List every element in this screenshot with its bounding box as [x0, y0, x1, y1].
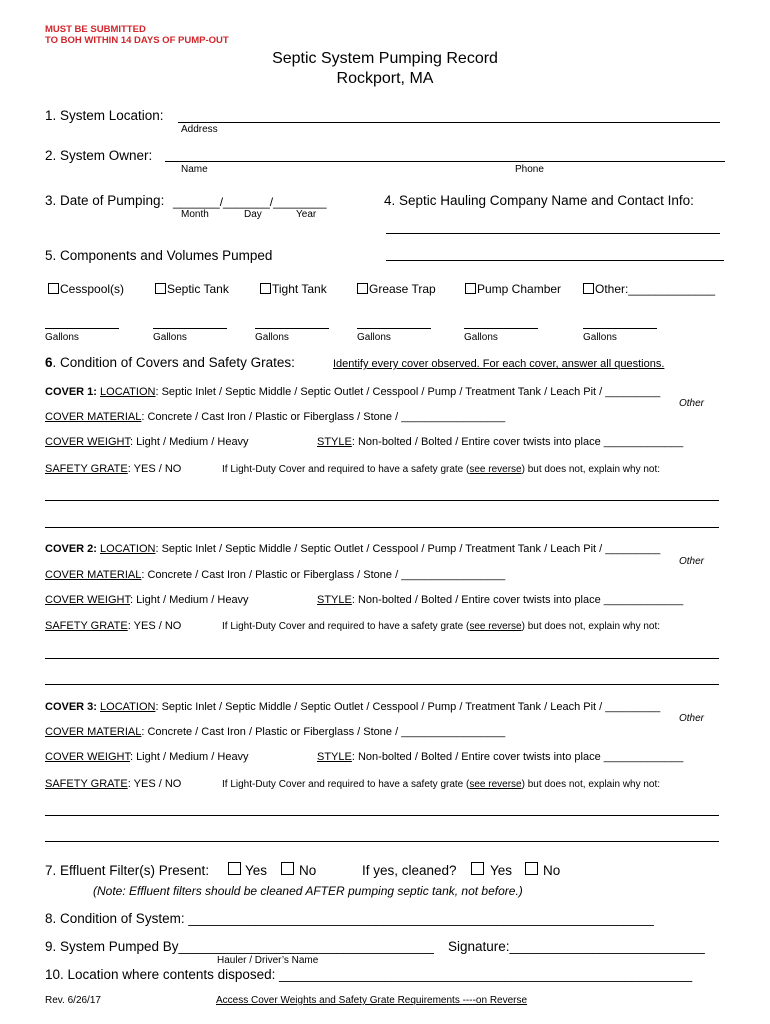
grease-trap-label: Grease Trap: [369, 282, 436, 296]
q5-label: 5. Components and Volumes Pumped: [45, 248, 273, 263]
grease-trap-checkbox[interactable]: [357, 283, 368, 294]
cover-3-style-row: [317, 751, 683, 763]
cleaned-no-label: No: [543, 863, 561, 878]
cover-3-grate-explain: [222, 779, 660, 790]
submission-notice-line1: MUST BE SUBMITTED: [45, 24, 146, 35]
filter-no-checkbox[interactable]: [281, 862, 294, 875]
material-options[interactable]: : Concrete / Cast Iron / Plastic or Fiberglass / Stone / _________________: [141, 726, 506, 738]
q6-label-text: . Condition of Covers and Safety Grates:: [52, 355, 295, 370]
q4-label: 4. Septic Hauling Company Name and Contact Info:: [384, 193, 694, 208]
cover-2-explain-line-1[interactable]: [45, 658, 719, 659]
septic-tank-gallons-field[interactable]: [153, 328, 227, 329]
cover-3-grate-row: [45, 778, 181, 790]
q9-pumped-by-field[interactable]: 9. System Pumped By__________________________________: [45, 939, 434, 954]
style-label: STYLE: [317, 594, 352, 606]
q3-day-caption: Day: [244, 209, 262, 220]
page-title: Septic System Pumping Record: [272, 50, 498, 67]
cover-2-grate-explain: [222, 621, 660, 632]
cover-1-weight-row: [45, 436, 249, 448]
page-subtitle: Rockport, MA: [336, 70, 434, 87]
see-reverse-link: see reverse: [469, 464, 522, 475]
q9-signature-field[interactable]: Signature:__________________________: [448, 939, 705, 954]
cover-1-explain-line-2[interactable]: [45, 527, 719, 528]
cover-3-explain-line-1[interactable]: [45, 815, 719, 816]
cover-2-location-row: [45, 543, 660, 555]
cover-1-explain-line-1[interactable]: [45, 500, 719, 501]
style-label: STYLE: [317, 436, 352, 448]
material-options[interactable]: : Concrete / Cast Iron / Plastic or Fiberglass / Stone / _________________: [141, 411, 506, 423]
cover-3-location-row: [45, 701, 660, 713]
q2-label: 2. System Owner:: [45, 148, 153, 163]
reverse-side-note: Access Cover Weights and Safety Grate Requirements ----on Reverse: [216, 995, 528, 1006]
grate-options[interactable]: : YES / NO: [127, 620, 182, 632]
septic-tank-label: Septic Tank: [167, 282, 229, 296]
grate-explain-text-end: ) but does not, explain why not:: [521, 464, 661, 475]
gallons-caption: Gallons: [464, 332, 498, 343]
q6-number: 6: [45, 355, 53, 370]
grate-explain-text: If Light-Duty Cover and required to have a safety grate (: [222, 621, 470, 632]
q6-label: [45, 355, 295, 370]
location-label: LOCATION: [100, 386, 156, 398]
other-caption: Other: [679, 398, 705, 409]
grate-label: SAFETY GRATE: [45, 620, 128, 632]
q4-contact-field-2[interactable]: [386, 260, 724, 261]
filter-note: (Note: Effluent filters should be cleaned AFTER pumping septic tank, not before.): [93, 884, 523, 898]
material-options[interactable]: : Concrete / Cast Iron / Plastic or Fiberglass / Stone / _________________: [141, 569, 506, 581]
q3-date-field[interactable]: _______/_______/________: [173, 195, 327, 209]
pump-chamber-checkbox[interactable]: [465, 283, 476, 294]
grate-explain-text: If Light-Duty Cover and required to have a safety grate (: [222, 464, 470, 475]
submission-notice-line2: TO BOH WITHIN 14 DAYS OF PUMP-OUT: [45, 35, 229, 46]
see-reverse-link: see reverse: [469, 621, 522, 632]
other-gallons-field[interactable]: [583, 328, 657, 329]
grate-options[interactable]: : YES / NO: [127, 778, 182, 790]
cover-3-title: COVER 3:: [45, 701, 97, 713]
cover-2-weight-row: [45, 594, 249, 606]
tight-tank-checkbox[interactable]: [260, 283, 271, 294]
style-options[interactable]: : Non-bolted / Bolted / Entire cover twists into place _____________: [351, 751, 684, 763]
location-options[interactable]: : Septic Inlet / Septic Middle / Septic Outlet / Cesspool / Pump / Treatment Tank / Leach Pit / _________: [155, 701, 661, 713]
weight-options[interactable]: : Light / Medium / Heavy: [129, 594, 249, 606]
q3-label: 3. Date of Pumping:: [45, 193, 165, 208]
q2-name-caption: Name: [181, 164, 208, 175]
cover-1-style-row: [317, 436, 683, 448]
cover-3-weight-row: [45, 751, 249, 763]
cleaned-no-checkbox[interactable]: [525, 862, 538, 875]
cleaned-label: If yes, cleaned?: [362, 863, 457, 878]
pump-chamber-gallons-field[interactable]: [464, 328, 538, 329]
q2-owner-field[interactable]: [165, 161, 725, 162]
cover-1-grate-row: [45, 463, 181, 475]
q3-month-caption: Month: [181, 209, 209, 220]
location-label: LOCATION: [100, 701, 156, 713]
style-options[interactable]: : Non-bolted / Bolted / Entire cover twists into place _____________: [351, 436, 684, 448]
grate-explain-text: If Light-Duty Cover and required to have a safety grate (: [222, 779, 470, 790]
q3-year-caption: Year: [296, 209, 317, 220]
material-label: COVER MATERIAL: [45, 411, 142, 423]
q6-instruction: Identify every cover observed. For each cover, answer all questions.: [333, 358, 665, 370]
cover-1-grate-explain: [222, 464, 660, 475]
location-options[interactable]: : Septic Inlet / Septic Middle / Septic Outlet / Cesspool / Pump / Treatment Tank / Leach Pit / _________: [155, 386, 661, 398]
q8-condition-field[interactable]: 8. Condition of System: ______________________________________________________________: [45, 911, 654, 926]
cover-2-title: COVER 2:: [45, 543, 97, 555]
location-label: LOCATION: [100, 543, 156, 555]
gallons-caption: Gallons: [357, 332, 391, 343]
other-caption: Other: [679, 556, 705, 567]
style-label: STYLE: [317, 751, 352, 763]
cleaned-yes-label: Yes: [490, 863, 513, 878]
filter-yes-label: Yes: [245, 863, 268, 878]
cover-2-style-row: [317, 594, 683, 606]
q10-disposal-field[interactable]: 10. Location where contents disposed: _______________________________________________________: [45, 967, 693, 982]
tight-tank-gallons-field[interactable]: [255, 328, 329, 329]
q7-label: 7. Effluent Filter(s) Present:: [45, 863, 210, 878]
filter-yes-checkbox[interactable]: [228, 862, 241, 875]
location-options[interactable]: : Septic Inlet / Septic Middle / Septic Outlet / Cesspool / Pump / Treatment Tank / Leach Pit / _________: [155, 543, 661, 555]
see-reverse-link: see reverse: [469, 779, 522, 790]
revision-date: Rev. 6/26/17: [45, 995, 101, 1006]
grease-trap-gallons-field[interactable]: [357, 328, 431, 329]
cover-3-material-row: [45, 726, 505, 738]
cover-1-material-row: [45, 411, 505, 423]
q4-contact-field-1[interactable]: [386, 233, 720, 234]
septic-tank-checkbox[interactable]: [155, 283, 166, 294]
cesspool-label: Cesspool(s): [60, 282, 125, 296]
other-checkbox[interactable]: [583, 283, 594, 294]
gallons-caption: Gallons: [255, 332, 289, 343]
cover-1-location-row: [45, 386, 660, 398]
cover-3-explain-line-2[interactable]: [45, 841, 719, 842]
tight-tank-label: Tight Tank: [272, 282, 327, 296]
cesspool-gallons-field[interactable]: [45, 328, 119, 329]
q9-hauler-caption: Hauler / Driver’s Name: [217, 955, 319, 966]
cover-1-title: COVER 1:: [45, 386, 97, 398]
material-label: COVER MATERIAL: [45, 726, 142, 738]
grate-explain-text-end: ) but does not, explain why not:: [521, 779, 661, 790]
q1-address-caption: Address: [181, 124, 218, 135]
pump-chamber-label: Pump Chamber: [477, 282, 562, 296]
cleaned-yes-checkbox[interactable]: [471, 862, 484, 875]
cover-2-grate-row: [45, 620, 181, 632]
grate-label: SAFETY GRATE: [45, 463, 128, 475]
material-label: COVER MATERIAL: [45, 569, 142, 581]
weight-label: COVER WEIGHT: [45, 436, 130, 448]
q1-label: 1. System Location:: [45, 108, 164, 123]
q2-phone-caption: Phone: [515, 164, 544, 175]
grate-options[interactable]: : YES / NO: [127, 463, 182, 475]
gallons-caption: Gallons: [153, 332, 187, 343]
other-label: Other:_____________: [595, 282, 716, 296]
other-caption: Other: [679, 713, 705, 724]
grate-explain-text-end: ) but does not, explain why not:: [521, 621, 661, 632]
gallons-caption: Gallons: [583, 332, 617, 343]
weight-label: COVER WEIGHT: [45, 751, 130, 763]
weight-options[interactable]: : Light / Medium / Heavy: [129, 751, 249, 763]
style-options[interactable]: : Non-bolted / Bolted / Entire cover twists into place _____________: [351, 594, 684, 606]
weight-options[interactable]: : Light / Medium / Heavy: [129, 436, 249, 448]
cover-2-material-row: [45, 569, 505, 581]
gallons-caption: Gallons: [45, 332, 79, 343]
grate-label: SAFETY GRATE: [45, 778, 128, 790]
cesspool-checkbox[interactable]: [48, 283, 59, 294]
q1-address-field[interactable]: [178, 122, 720, 123]
filter-no-label: No: [299, 863, 317, 878]
weight-label: COVER WEIGHT: [45, 594, 130, 606]
cover-2-explain-line-2[interactable]: [45, 684, 719, 685]
